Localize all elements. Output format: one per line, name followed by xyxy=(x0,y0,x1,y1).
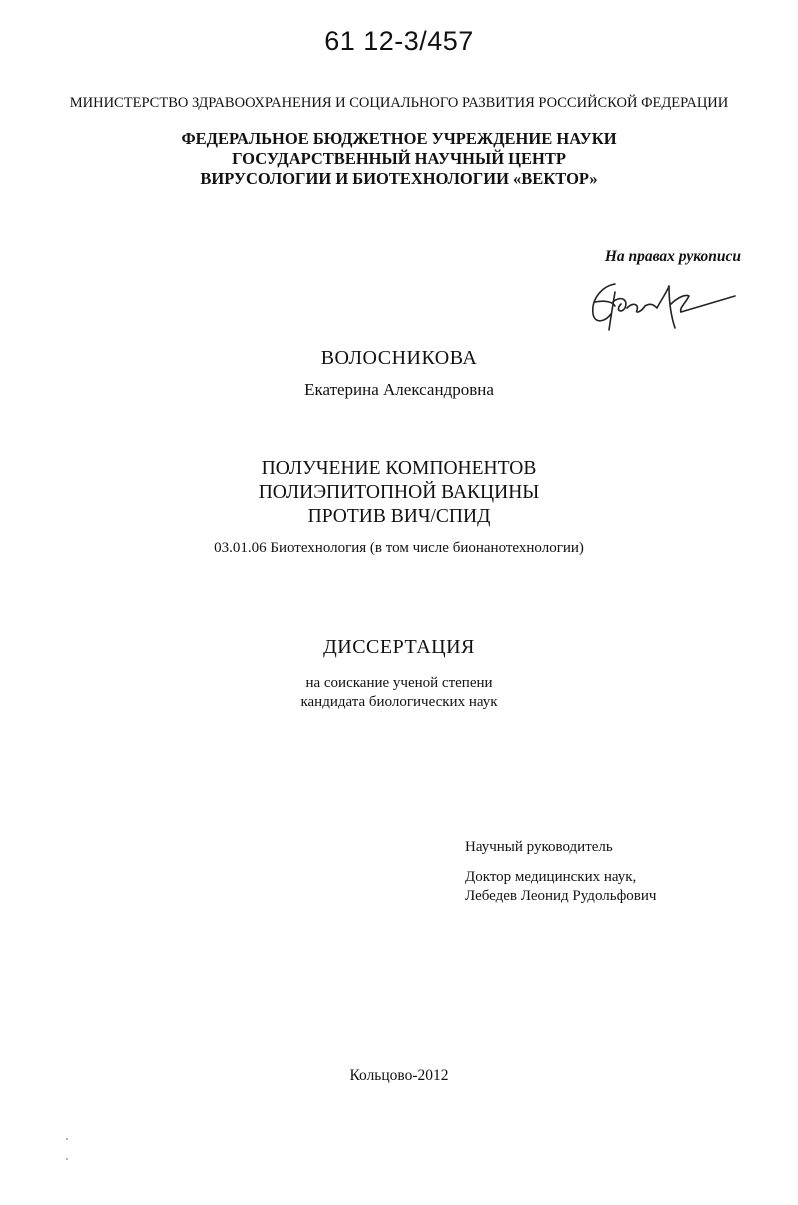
city-year: Кольцово-2012 xyxy=(349,1067,449,1084)
title-line: ПОЛУЧЕНИЕ КОМПОНЕНТОВ xyxy=(261,458,537,479)
manuscript-rights-label: На правах рукописи xyxy=(604,248,741,265)
supervisor-name: Лебедев Леонид Рудольфович xyxy=(465,888,657,904)
title-line: ПРОТИВ ВИЧ/СПИД xyxy=(307,506,491,527)
specialty-code: 03.01.06 Биотехнология (в том числе бионанотехнологии) xyxy=(214,540,584,556)
degree-line: на соискание ученой степени xyxy=(305,675,493,691)
institution-line: ФЕДЕРАЛЬНОЕ БЮДЖЕТНОЕ УЧРЕЖДЕНИЕ НАУКИ xyxy=(181,129,617,148)
institution-line: ГОСУДАРСТВЕННЫЙ НАУЧНЫЙ ЦЕНТР xyxy=(232,149,566,168)
scan-speck xyxy=(66,1138,68,1140)
signature-icon xyxy=(585,272,745,338)
title-line: ПОЛИЭПИТОПНОЙ ВАКЦИНЫ xyxy=(258,482,540,503)
document-number: 61 12-3/457 xyxy=(324,26,474,56)
degree-line: кандидата биологических наук xyxy=(300,694,498,710)
document-type: ДИССЕРТАЦИЯ xyxy=(323,636,475,658)
author-given-names: Екатерина Александровна xyxy=(304,380,494,399)
supervisor-label: Научный руководитель xyxy=(465,839,613,855)
author-surname: ВОЛОСНИКОВА xyxy=(320,347,478,369)
supervisor-degree: Доктор медицинских наук, xyxy=(465,869,637,885)
scan-speck xyxy=(66,1158,68,1160)
ministry-name: МИНИСТЕРСТВО ЗДРАВООХРАНЕНИЯ И СОЦИАЛЬНОГО РАЗВИТИЯ РОССИЙСКОЙ ФЕДЕРАЦИИ xyxy=(69,95,729,111)
institution-line: ВИРУСОЛОГИИ И БИОТЕХНОЛОГИИ «ВЕКТОР» xyxy=(200,169,598,188)
